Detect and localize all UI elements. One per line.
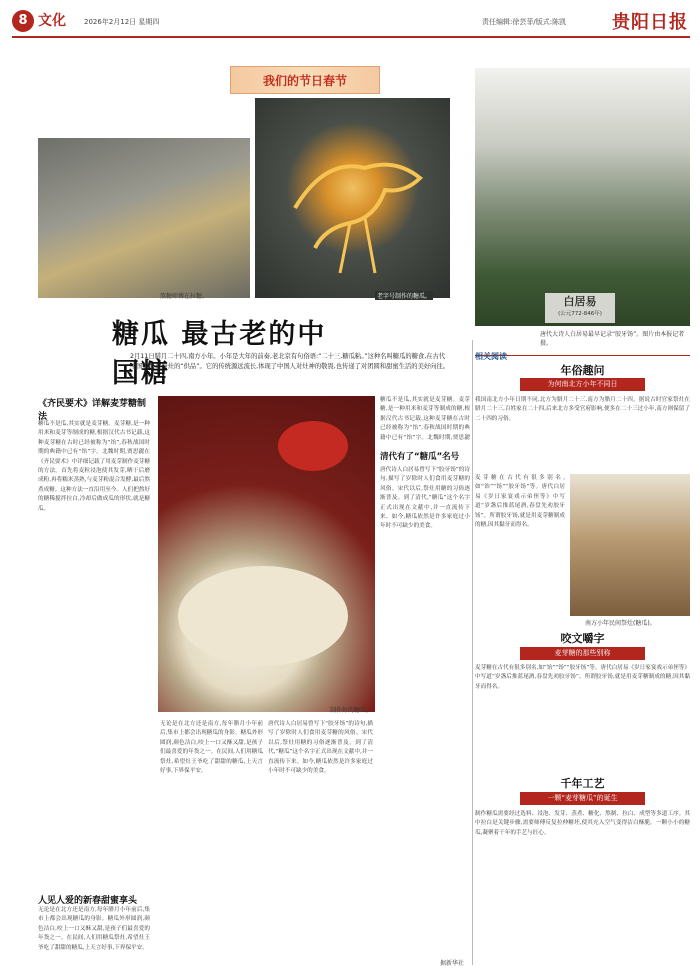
editors-credit: 责任编辑:徐芸菲/版式:陈凯: [482, 18, 567, 26]
statue-plaque: [545, 293, 615, 323]
photo-caption-center: 老字号制作的糖瓜。: [377, 293, 432, 300]
col2-text: 无论是在北方还是南方,每年腊月小年前后,集市上都会出现糖瓜的身影。糖瓜外形圆润,颜色洁白,咬上一口又酥又甜,是孩子们最喜爱的年货之一。在民间,人们用糖瓜祭灶,希望灶王爷吃了甜甜的糖瓜,上天言好事,下界保平安。: [160, 721, 263, 775]
col3-heading: 清代有了“糖瓜”名号: [380, 452, 460, 462]
related-reading-label: 相关阅读: [475, 352, 507, 361]
side3-subtitle: 一颗“麦芽糖瓜”的诞生: [520, 792, 645, 805]
col3-lead-text: 糖瓜不是瓜,其实就是麦芽糖。麦芽糖,是一种用米和麦芽等制成的糖,根据汉代古书记载,这种麦芽糖在古时已经被称为“饴”,春秋战国时期的典籍中已有“饴”字。北魏时期,贾思勰: [380, 397, 470, 441]
sugar-horse-icon: [255, 98, 450, 298]
col1-bottom-text: 无论是在北方还是南方,每年腊月小年前后,集市上都会出现糖瓜的身影。糖瓜外形圆润,颜色洁白,咬上一口又酥又甜,是孩子们最喜爱的年货之一。在民间,人们用糖瓜祭灶,希望灶王爷吃了甜甜的糖瓜,上天言好事,下界保平安。: [38, 907, 150, 951]
issue-date: 2026年2月12日 星期四: [84, 18, 160, 26]
photo-caption-offering: 南方小年民间祭灶(糖瓜)。: [585, 620, 656, 627]
statue-plaque-years: (公元772-846年): [558, 311, 602, 317]
side1-title: 年俗趣问: [560, 364, 605, 377]
side2-title: 咬文嚼字: [560, 632, 605, 645]
fu-decoration-icon: [278, 421, 348, 471]
side3-title: 千年工艺: [560, 777, 605, 790]
page-number: 8: [12, 10, 34, 32]
candy-plate-icon: [178, 566, 348, 666]
col1-text: 糖瓜不是瓜,其实就是麦芽糖。麦芽糖,是一种用米和麦芽等制成的糖,根据汉代古书记载,这种麦芽糖在古时已经被称为“饴”,春秋战国时期的典籍中已有“饴”字。北魏时期,贾思勰在《齐民要术》中详细记载了用麦芽制作麦芽糖的方法。首先将麦粒浸泡使其发芽,晒干后磨成粉,再将糯米蒸熟,与麦芽粉混合发酵,最后熬煮成糖。这种方法一直沿用至今。人们把熬好的糖稀搅拌拉白,冷却后做成瓜的形状,就是糖瓜。: [38, 421, 150, 512]
intro-paragraph: 2月11日腊月二十四,南方小年。小年是大年的前奏,老北京有句俗语:“二十三,糖瓜粘。”这种名叫糖瓜的糖食,在古代中国曾经是祭灶的“供品”。它的传统源远流长,体现了中国人对灶神的敬畏,也传递了对团圆和甜蜜生活的美好向往。: [130, 353, 450, 370]
newspaper-logo: 贵阳日报: [612, 12, 688, 33]
sugar-horse-photo: [255, 98, 450, 298]
col2-heading: 人见人爱的新春甜蜜享头: [38, 896, 138, 906]
side1-subtitle: 为何南北方小年不同日: [520, 378, 645, 391]
related-reading-bar: [475, 344, 690, 361]
side2-text: 麦芽糖在古代有很多别名,如“饴”“饧”“胶牙饧”等。唐代白居易《岁日家宴戏示弟侄等》中写道“岁盏后推蓝尾酒,春盘先劝胶牙饧”。所谓胶牙饧,就是用麦芽糖制成的糖,因其黏牙而得名。: [475, 665, 690, 690]
candy-plate-photo: [158, 396, 375, 712]
bai-juyi-statue-photo: [475, 68, 690, 326]
side1-text: 我国南北方小年日期不同,北方为腊月二十三,南方为腊月二十四。据说古时官家祭灶在腊月二十三,百姓家在二十四,后来北方多受官府影响,便多在二十三过小年,南方则保留了二十四的习俗。: [475, 397, 690, 422]
festival-banner-text: 我们的节日春节: [262, 74, 347, 88]
side3-text: 制作糖瓜需要经过选料、浸泡、发芽、蒸煮、糖化、熬制、拉白、成型等多道工序。其中拉白是关键步骤,需要师傅反复拉伸糖坯,使其充入空气变得洁白酥脆。一颗小小的糖瓜,凝聚着千年的手艺与匠心。: [475, 811, 690, 836]
col2b-text: 唐代诗人白居易曾写下“胶牙饧”的诗句,描写了岁除时人们食用麦芽糖的风俗。宋代以后,祭灶用糖的习俗逐渐普及。到了清代,“糖瓜”这个名字正式出现在文献中,并一直流传下来。如今,糖瓜依然是许多家庭过小年时不可缺少的美食。: [268, 721, 373, 775]
col3-text: 唐代诗人白居易曾写下“胶牙饧”的诗句,描写了岁除时人们食用麦芽糖的风俗。宋代以后,祭灶用糖的习俗逐渐普及。到了清代,“糖瓜”这个名字正式出现在文献中,并一直流传下来。如今,糖瓜依然是许多家庭过小年时不可缺少的美食。: [380, 467, 470, 530]
stove-offering-photo: [570, 474, 690, 616]
col1-heading: 《齐民要术》详解麦芽糖制法: [38, 399, 147, 422]
festival-banner: [230, 66, 380, 94]
photo-caption-right: 唐代大诗人白居易最早记录“胶牙饧”。图片由本报记者摄。: [540, 331, 685, 347]
page-header: [12, 8, 690, 38]
side1-more-text: 麦芽糖在古代有很多别名,如“饴”“饧”“胶牙饧”等。唐代白居易《岁日家宴戏示弟侄等》中写道“岁盏后推蓝尾酒,春盘先劝胶牙饧”。所谓胶牙饧,就是用麦芽糖制成的糖,因其黏牙而得名。: [475, 475, 565, 529]
photo-caption-left: 熬糖师傅在拉糖。: [160, 293, 209, 300]
side2-subtitle: 麦芽糖的那些别称: [520, 647, 645, 660]
candy-pulling-photo: [38, 138, 250, 298]
article-author: 据新华社: [440, 960, 465, 967]
sidebar-divider: [472, 340, 473, 965]
statue-plaque-name: 白居易: [563, 295, 597, 308]
section-name: 文化: [38, 13, 66, 29]
main-title: 糖瓜 最古老的中国糖: [112, 319, 327, 389]
photo-caption-plate: 制作好的糖瓜。: [330, 707, 373, 714]
